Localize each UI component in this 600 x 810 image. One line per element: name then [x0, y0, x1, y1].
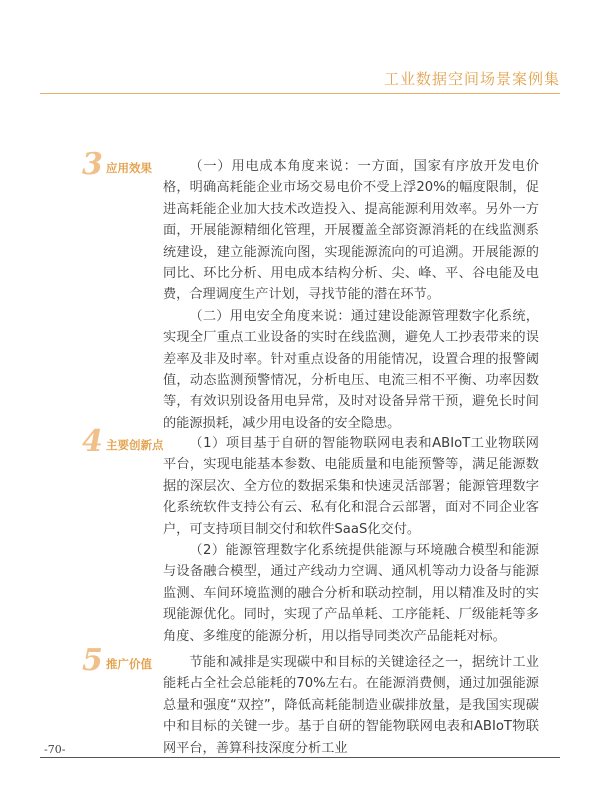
section-number: 4: [82, 424, 103, 459]
running-header-title: 工业数据空间场景案例集: [383, 70, 560, 88]
page-number: -70-: [44, 743, 66, 756]
section-number: 5: [82, 643, 103, 678]
section-number: 3: [82, 147, 103, 182]
footer-divider: [40, 757, 560, 758]
section-marker-application-effect: [82, 147, 152, 182]
paragraph: （一）用电成本角度来说：一方面，国家有序放开发电价格，明确高耗能企业市场交易电价不受上浮20%的幅度限制，促进高耗能企业加大技术改造投入、提高能源利用效率。另外一方面，开展能源精细化管理，开展覆盖全部资源消耗的在线监测系统建设，建立能源流向图，实现能源流向的可追溯。开展能源的同比、环比分析、用电成本结构分析、尖、峰、平、谷电能及电费，合理调度生产计划，寻找节能的潜在环节。: [163, 159, 539, 303]
section-body-promotion-value: [163, 652, 539, 759]
paragraph: 节能和减排是实现碳中和目标的关键途径之一，据统计工业能耗占全社会总能耗的70%左右。在能源消费侧，通过加强能源总量和强度“双控”，降低高耗能制造业碳排放量，是我国实现碳中和目标的关键一步。基于自研的智能物联网电表和ABIoT物联网平台，善算科技深度分析工业: [163, 655, 539, 756]
paragraph: （2）能源管理数字化系统提供能源与环境融合模型和能源与设备融合模型，通过产线动力空调、通风机等动力设备与能源监测、车间环境监测的融合分析和联动控制，用以精准及时的实现能源优化。同时，实现了产品单耗、工序能耗、厂级能耗等多角度、多维度的能源分析，用以指导同类次产品能耗对标。: [163, 543, 539, 644]
paragraph: （二）用电安全角度来说：通过建设能源管理数字化系统，实现全厂重点工业设备的实时在线监测，避免人工抄表带来的误差率及非及时率。针对重点设备的用能情况，设置合理的报警阈值，动态监测预警情况，分析电压、电流三相不平衡、功率因数等，有效识别设备用电异常，及时对设备异常干预，避免长时间的能源损耗，减少用电设备的安全隐患。: [163, 308, 539, 431]
section-label: 主要创新点: [106, 438, 164, 452]
header-divider: [40, 93, 560, 94]
section-label: 应用效果: [106, 161, 152, 175]
section-label: 推广价值: [106, 657, 152, 671]
section-body-application-effect: [163, 156, 539, 434]
section-marker-promotion-value: [82, 643, 152, 678]
paragraph: （1）项目基于自研的智能物联网电表和ABIoT工业物联网平台，实现电能基本参数、电能质量和电能预警等，满足能源数据的深层次、全方位的数据采集和快速灵活部署；能源管理数字化系统软件支持公有云、私有化和混合云部署，面对不同企业客户，可支持项目制交付和软件SaaS化交付。: [163, 436, 539, 537]
section-marker-main-innovation: [82, 424, 164, 459]
section-body-main-innovation: [163, 433, 539, 647]
